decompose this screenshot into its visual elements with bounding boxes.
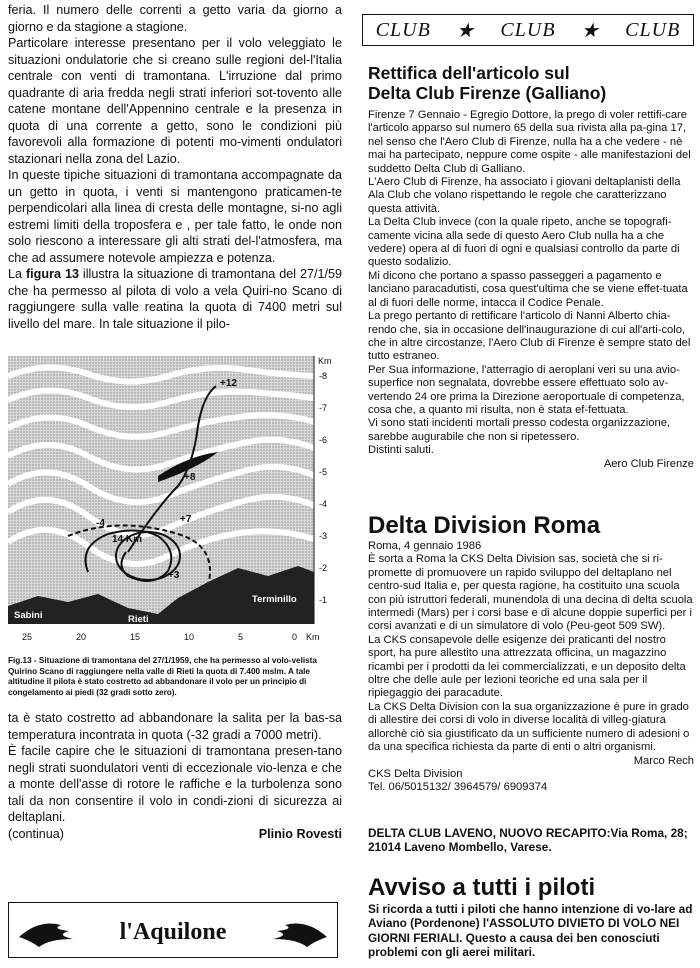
y-tick-label: -5 [319,467,328,477]
article-title: Rettifica dell'articolo sul [368,63,570,83]
article-delta-division [368,512,694,795]
logo-text: l'Aquilone [119,919,227,945]
paragraph: L'Aero Club di Firenze, ha associato i giovani deltaplanisti della Ala Club che volano rispettando le regole che caratterizzano questa attività. [368,176,681,215]
mark-plus12: +12 [220,378,237,389]
x-tick-label: 5 [238,632,244,642]
article-title: Avviso a tutti i piloti [368,874,596,901]
paragraph: La CKS Delta Division con la sua organizzazione è pure in grado di allestire dei corsi di volo in diverse località di villeg-giatura allorchè ciò sia giustificato da un sufficiente numero di adesioni o da una specifica richiesta da parte di enti o altri organismi. [368,700,690,754]
paragraph: Particolare interesse presentano per il volo veleggiato le situazioni ondulatorie che si creano sulle regioni del-l'Italia centrale con venti di tramontana. L'irruzione dal primo quadrante di aria fredda negli strati inferiori sot-tovento alle catene montane dell'Appennino centrale e la presenza in quota di una corrente a getto, sono le condizioni più favorevoli alla formazione di potenti mo-vimenti ondulatori stazionari nella zona del Lazio. [8,36,342,166]
paragraph: Per Sua informazione, l'atterragio di aeroplani veri su una avio-superfice non segnalata, dovrebbe essere effettuato solo av-vertendo 24 ore prima la Direzione aeroportuale di competenza, cosa che, a quanto mi risulta, non è stata ef-fettuata. [368,363,685,416]
paragraph: La CKS consapevole delle esigenze dei praticanti del nostro sport, ha pure allestito una attrezzata officina, un magazzino ricambi per i prodotti da lei commercializzati, e un deposito delta oltre che delle aule per lezioni teoriche ed una sala per il ripiegaggio dei paracadute. [368,633,686,700]
paragraph: feria. Il numero delle correnti a getto varia da giorno a giorno e da stagione a stagione. [8,3,342,34]
x-tick-label: 20 [76,632,87,642]
contact-phone: Tel. 06/5015132/ 3964579/ 6909374 [368,781,548,794]
continua-label: (continua) [8,826,65,841]
y-tick-label: -7 [319,403,328,413]
article-avviso [368,874,694,960]
club-banner: CLUB ★ CLUB ★ CLUB [362,14,694,46]
article-title: Delta Division Roma [368,512,601,539]
figure-reference-paragraph: La figura 13 illustra la situazione di tramontana del 27/1/59 che ha permesso al pilota di volo a vela Quiri-no Scano di raggiungere sulla valle reatina la quota di 7400 metri sul livello del mare. In tale situazione il pilo- [8,267,342,331]
paragraph: Roma, 4 gennaio 1986 [368,540,482,552]
signature: Aero Club Firenze [603,457,694,470]
y-tick-label: -3 [319,531,328,541]
x-tick-label: 10 [184,632,195,642]
paragraph: La Delta Club invece (con la quale ripeto, anche se topografi-camente vicina alla sede di questo Aero Club nulla ha a che vedere) opera al di fuori di ogni e qualsiasi controllo da parte di questo sodalizio. [368,216,680,269]
paragraph: Distinti saluti. [368,444,434,457]
y-tick-label: -4 [319,499,328,509]
author-name: Plinio Rovesti [258,826,342,841]
paragraph: ta è stato costretto ad abbandonare la salita per la bas-sa temperatura incontrata in quota (-32 gradi a 7000 metri). [8,711,342,742]
aquilone-logo-box [8,902,338,958]
y-unit: Km [318,356,332,366]
figure-ref-bold: figura 13 [25,267,79,281]
y-tick-label: -1 [319,595,328,605]
x-unit: Km [306,632,320,642]
paragraph: In queste tipiche situazioni di tramontana accompagnate da un getto in quota, i venti si mantengono praticamen-te perpendicolari alla linea di cresta delle montagne, si-no agli estremi limiti della troposfera e , per tale fatto, le onde non solo riescono a interessare gli alti strati del-l'atmosfera, ma che ad assumere notevole ampiezza e potenza. [8,168,342,265]
notice-laveno: DELTA CLUB LAVENO, NUOVO RECAPITO:Via Roma, 28; 21014 Laveno Mombello, Varese. [368,826,688,855]
mark-minus4: -4 [96,518,105,529]
paragraph: Mi dicono che portano a spasso passeggeri a pagamento e lanciano paracadutisti, cosa quest'ultima che se viene effet-tuata al di fuori delle norme, intacca il Codice Penale. [368,269,688,309]
paragraph: La prego pertanto di rettificare l'articolo di Nanni Alberto chia-rendo che, sia in occasione dell'inaugurazione di cui all'arti-colo, che in altre circostanze, l'Aero Club di Firenze è sempre stato del tutto estraneo. [368,310,691,363]
x-tick-label: 15 [130,632,141,642]
y-tick-label: -2 [319,563,328,573]
paragraph: È sorta a Roma la CKS Delta Division sas, società che si ri-promette di promuovere un rapido sviluppo del deltaplano nel centro-sud Italia e, per questa ragione, ha costituito una scuola con più istruttori federali, munendola di una decina di delta scuola intermedi (Mars) per i corsi base e di alcune doppie superfici per i corsi avanzati e di un simulatore di volo (Peu-geot 509 SW). [368,553,693,633]
x-tick-label: 25 [22,632,33,642]
eagle-logo [9,903,337,957]
paragraph: Vi sono stati incidenti mortali presso codesta organizzazione, sarebbe augurabile che non si ripetessero. [368,417,671,443]
article-title: Delta Club Firenze (Galliano) [368,82,607,103]
mark-plus3: +3 [168,570,180,581]
article-rettifica [368,64,694,471]
mark-plus7: +7 [180,514,192,525]
paragraph: Si ricorda a tutti i piloti che hanno intenzione di vo-lare ad Aviano (Pordenone) l'ASSOLUTO DIVIETO DI VOLO NEI GIORNI FERIALI. Questo a causa dei ben conosciuti problemi con gli aerei militari. [368,902,693,960]
paragraph: Firenze 7 Gennaio - Egregio Dottore, la prego di voler rettifi-care l'articolo apparso sul numero 65 della sua rivista alla pa-gina 17, nel senso che l'Aero Club di Firenze, nulla ha a che vedere - nè mai ha partecipato, neppure come ospite - alle manifestazioni del suddetto Delta Club di Galliano. [368,109,691,175]
wave-figure [8,356,342,646]
x-tick-label: 0 [292,632,298,642]
place-rieti: Rieti [128,614,149,625]
place-terminillo: Terminillo [252,594,297,605]
figure-caption: Fig.13 - Situazione di tramontana del 27/1/1959, che ha permesso al volo-velista Quirino Scano di raggiungere nella valle di Rieti la quota di 7.400 mslm. A tale altitudine il pilota è stato costretto ad abbandonare il volo per un principio di congelamento ai piedi (32 gradi sotto zero). [8,656,317,697]
contact-name: CKS Delta Division [368,767,463,780]
mark-14km: 14 Km [112,534,143,545]
y-tick-label: -6 [319,435,328,445]
signature: Marco Rech [633,754,694,767]
paragraph: È facile capire che le situazioni di tramontana presen-tano negli strati suondulatori venti di eccezionale vio-lenza e che a monte dell'asse di rotore le raffiche e la turbolenza sono tali da non consentire il volo in condi-zioni di sicurezza ai deltaplani. [8,744,342,824]
place-sabini: Sabini [14,610,43,621]
mark-plus8: +8 [184,472,196,483]
y-tick-label: -8 [319,371,328,381]
wave-diagram [8,356,342,646]
